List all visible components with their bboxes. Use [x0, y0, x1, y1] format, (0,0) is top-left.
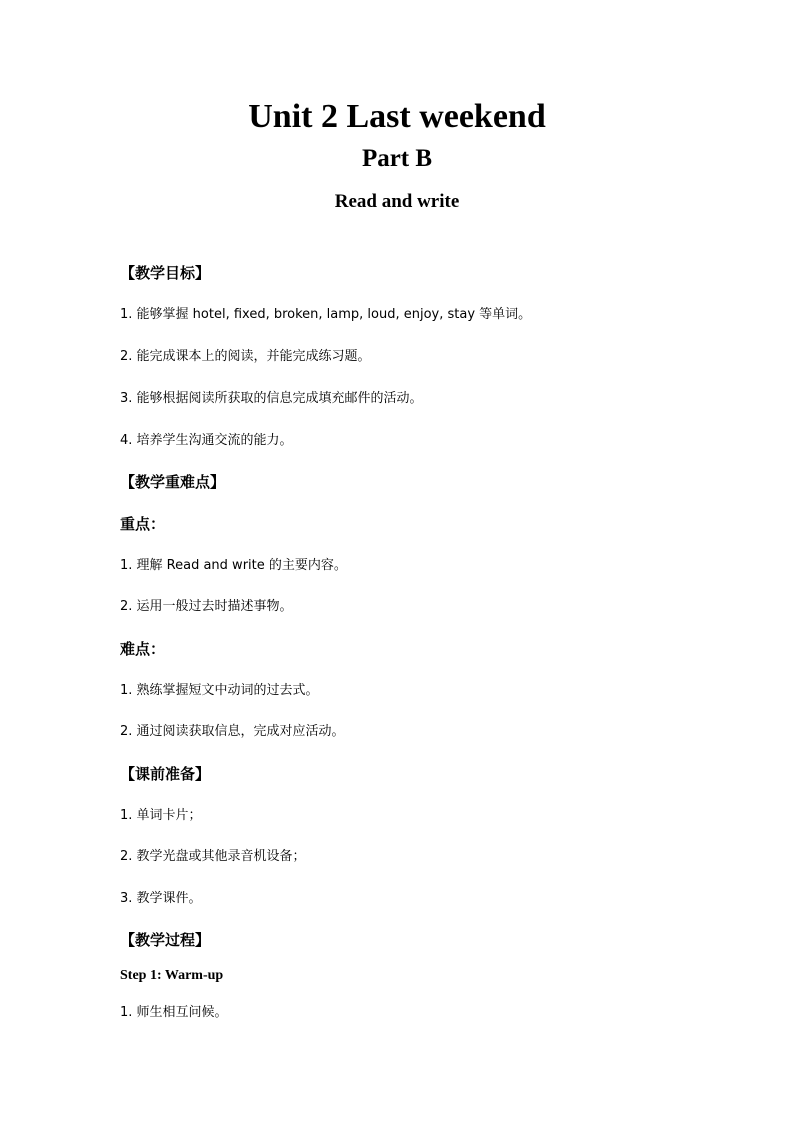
focus-item: 1. 理解 Read and write 的主要内容。	[120, 558, 347, 573]
step-title: Step 1: Warm-up	[120, 968, 224, 983]
objective-item: 2. 能完成课本上的阅读，并能完成练习题。	[120, 349, 371, 364]
objective-item: 3. 能够根据阅读所获取的信息完成填充邮件的活动。	[120, 391, 423, 406]
preparation-heading: 【课前准备】	[120, 765, 211, 783]
step-item: 1. 师生相互问候。	[120, 1005, 228, 1020]
difficulty-item: 2. 通过阅读获取信息，完成对应活动。	[120, 724, 345, 739]
document-title: Unit 2 Last weekend	[248, 98, 546, 135]
objective-item: 4. 培养学生沟通交流的能力。	[120, 433, 293, 448]
focus-label: 重点：	[120, 515, 166, 533]
preparation-item: 1. 单词卡片；	[120, 808, 202, 823]
objective-item: 1. 能够掌握 hotel, fixed, broken, lamp, loud, enjoy, stay 等单词。	[120, 307, 532, 322]
difficulty-label: 难点：	[120, 640, 166, 658]
document-subtitle: Part B	[361, 145, 433, 172]
objectives-heading: 【教学目标】	[120, 264, 211, 282]
focus-item: 2. 运用一般过去时描述事物。	[120, 599, 293, 614]
preparation-item: 2. 教学光盘或其他录音机设备；	[120, 849, 306, 864]
process-heading: 【教学过程】	[120, 931, 211, 949]
preparation-item: 3. 教学课件。	[120, 891, 202, 906]
difficulty-item: 1. 熟练掌握短文中动词的过去式。	[120, 683, 319, 698]
section-title: Read and write	[334, 191, 460, 212]
key-points-heading: 【教学重难点】	[120, 473, 226, 491]
